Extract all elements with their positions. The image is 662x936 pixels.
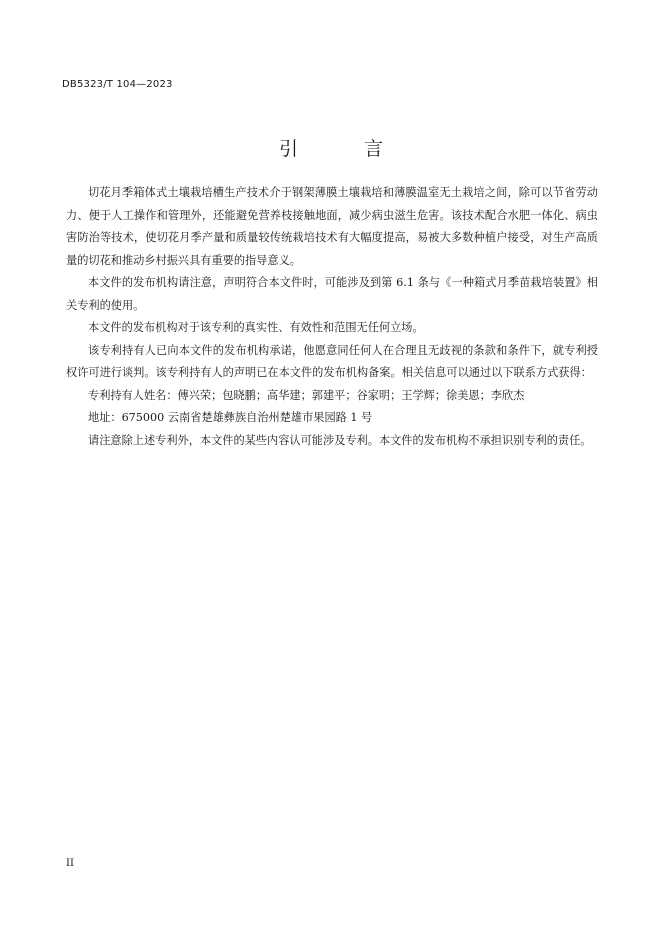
- document-id: DB5323/T 104—2023: [62, 79, 173, 90]
- document-body: [66, 182, 598, 452]
- paragraph-address: 地址：675000 云南省楚雄彝族自治州楚雄市果园路 1 号: [88, 411, 373, 424]
- paragraph-patent-notice: 本文件的发布机构请注意，声明符合本文件时，可能涉及到第 6.1 条与《一种箱式月季苗栽培装置》相关专利的使用。: [66, 276, 598, 312]
- page-title: 引 言: [278, 138, 414, 160]
- paragraph-disclaimer: 请注意除上述专利外，本文件的某些内容认可能涉及专利。本文件的发布机构不承担识别专利的责任。: [88, 433, 592, 447]
- paragraph-patent-holders: 专利持有人姓名：傅兴荣；包晓鹏；高华建；郭建平；谷家明；王学辉；徐美恩；李欣杰: [88, 388, 525, 402]
- paragraph-intro: 切花月季箱体式土壤栽培槽生产技术介于钢架薄膜土壤栽培和薄膜温室无土栽培之间，除可以节省劳动力、便于人工操作和管理外，还能避免营养枝接触地面，减少病虫滋生危害。该技术配合水肥一体化、病虫害防治等技术，使切花月季产量和质量较传统栽培技术有大幅度提高，易被大多数种植户接受，对生产高质量的切花和推动乡村振兴具有重要的指导意义。: [66, 186, 598, 267]
- page-number: II: [66, 858, 74, 869]
- paragraph-patent-commitment: 该专利持有人已向本文件的发布机构承诺，他愿意同任何人在合理且无歧视的条款和条件下，就专利授权许可进行谈判。该专利持有人的声明已在本文件的发布机构备案。相关信息可以通过以下联系方式获得：: [66, 343, 598, 379]
- paragraph-patent-position: 本文件的发布机构对于该专利的真实性、有效性和范围无任何立场。: [88, 321, 424, 334]
